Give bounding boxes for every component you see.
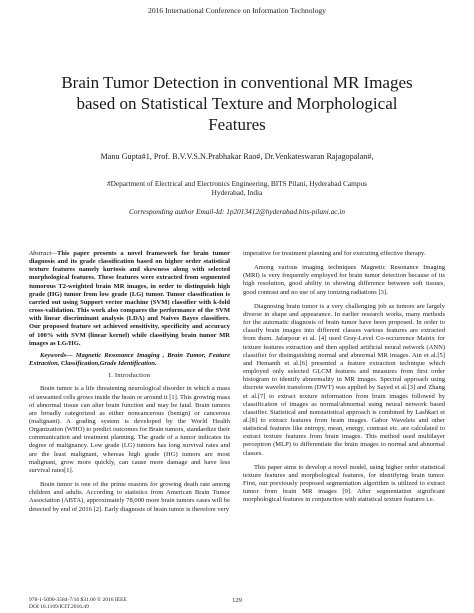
abstract <box>29 250 230 348</box>
keywords: Keywords— Magnetic Resonance Imaging , Brain Tumor, Feature Extraction, Classification,Grade Identification. <box>29 351 230 368</box>
left-column <box>29 250 230 518</box>
doi-line: DOI 10.1109/ICIT.2016.49 <box>29 604 89 610</box>
corresponding-author-email[interactable]: Corresponding author Email-Id: 1p2013412@hyderabad.bits-pilani.ac.in <box>128 207 345 216</box>
author-list: Manu Gupta#1, Prof. B.V.V.S.N.Prabhakar Rao#, Dr.Venkateswaran Rajagopalan#, <box>100 152 374 161</box>
paragraph: Brain tumor is one of the prime reasons for growing death rate among children and adults. According to statistics from American Brain Tumor Association (ABTA), approximately 78,000 more brain tumors cases will be detected by end of 2016 [2]. Early diagnosis of brain tumor is therefore very <box>29 481 230 513</box>
affiliation-line-2: Hyderabad, India <box>211 188 263 198</box>
paragraph: imperative for treatment planning and for executing effective therapy. <box>243 250 426 257</box>
affiliation <box>40 179 434 198</box>
paragraph: Brain tumor is a life threatening neurological disorder in which a mass of unwanted cells grows inside the brain or around it [1]. This growing mass of abnormal tissue can alter brain function and may be fatal. Brain tumors are broadly categorized as either noncancerous (benign) or cancerous (malignant). A grading system is developed by the World Health Organization (WHO) to predict outcomes for Brain tumors, standardize their communication and treatment planning. The grade of a tumor indicates its degree of malignancy. Low grade (LG) tumors has long survival rates and are the least malignant, whereas high grade (HG) tumors are most malignant, grow more quickly, can cause more damage and have less survival rates[1]. <box>29 385 230 474</box>
title-line-1: Brain Tumor Detection in conventional MR Images <box>61 73 413 92</box>
conference-header: 2016 International Conference on Information Technology <box>148 6 326 15</box>
paragraph: Among various imaging techniques Magnetic Resonance Imaging (MRI) is very frequently employed for brain tumor detection because of its high resolution, good ability in showing difference between soft tissues, good contrast and no use of any ionizing radiations [3]. <box>243 264 445 296</box>
paper-title <box>40 72 434 135</box>
isbn-line: 978-1-5090-3584-7/16 $31.00 © 2016 IEEE <box>29 597 127 603</box>
title-line-3: Features <box>208 115 266 134</box>
title-line-2: based on Statistical Texture and Morphological <box>76 94 398 113</box>
page-number: 129 <box>232 597 242 604</box>
abstract-body: This paper presents a novel framework for brain tumor diagnosis and its grade classification based on higher order statistical texture features namely kurtosis and skewness along with selected morphological features. These features were extracted from segmented tumorous T2-weighted brain MR images, in order to distinguish high grade (HG) tumor from low grade (LG) tumor. Tumor classification is carried out using Support vector machine (SVM) classifier with k-fold cross-validation. This work also compares the performance of the SVM with linear discriminant analysis (LDA) and Naives Bayes classifiers. Our proposed feature set achieved sensitivity, specificity and accuracy of 100% with SVM (linear kernel) while classifying brain tumor MR images as LG/HG. <box>29 250 230 347</box>
abstract-lead: Abstract— <box>29 250 58 257</box>
affiliation-line-1: #Department of Electrical and Electronics Engineering, BITS Pilani, Hyderabad Campus <box>107 179 367 188</box>
paragraph: This paper aims to develop a novel model, using higher order statistical texture features and morphological features, for identifying brain tumor. First, our previously proposed segmentation algorithm is utilized to extract tumor from brain MR images [9]. After segmentation significant morphological features in conjunction with statistical texture features i.e. <box>243 463 445 504</box>
section-heading-introduction: I. Introduction <box>108 372 151 380</box>
paragraph: Diagnosing brain tumor is a very challenging job as tumors are largely diverse in shape and appearance. In earlier research works, many methods for the automatic diagnosis of brain tumor have been proposed. In order to classify brain images into different classes various features are extracted from them. Jafarpour et al. [4] used Gray-Level Co-occurrence Matrix for texture features extraction and then applied artificial neural network (ANN) classifier for distinguishing normal and abnormal MR images. Ain et al.[5] and Hemanth et al.[6] presented a feature extraction technique which employed only selected GLCM features and measures from first order histogram to identify abnormality in MR images. Spectral approach using discrete wavelet transform (DWT) was applied by Sayed et al.[3] and Zhang et al.[7] to extract texture information from brain images followed by classification of images as normal/abnormal using neural network based classifier. Statistical and nonstatistical approach is combined by Lashkari et al.[8] to extract features from brain images. Gabor Wavelets and other statistical features like entropy, mean, energy, contrast etc. are calculated to extract texture features from brain images. This method used multilayer perceptron (MLP) to differentiate the brain images to normal and abnormal classes. <box>243 302 445 457</box>
right-column <box>243 250 445 509</box>
